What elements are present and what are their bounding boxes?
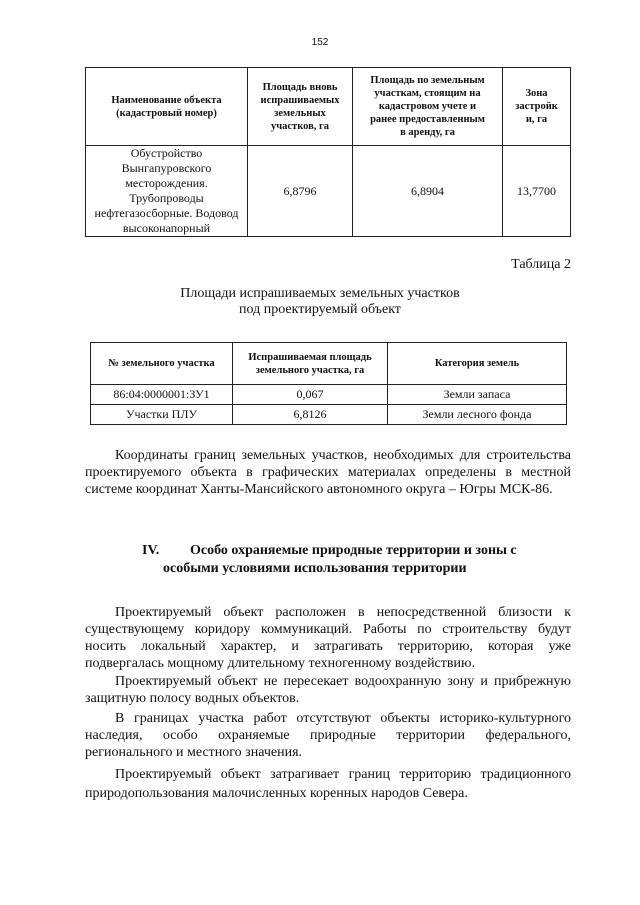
plot-category-cell: Земли лесного фонда bbox=[388, 405, 567, 425]
plot-category-cell: Земли запаса bbox=[388, 385, 567, 405]
plot-area-cell: 6,8126 bbox=[233, 405, 388, 425]
requested-plots-table bbox=[90, 342, 567, 425]
header-zone: Зона застройк и, га bbox=[503, 68, 571, 146]
section-title-line1: Особо охраняемые природные территории и зоны с bbox=[190, 543, 517, 558]
plot-id-cell: Участки ПЛУ bbox=[91, 405, 233, 425]
header-object-name: Наименование объекта (кадастровый номер) bbox=[86, 68, 248, 146]
object-name-cell: Обустройство Вынгапуровского месторождения. Трубопроводы нефтегазосборные. Водовод высоконапорный bbox=[86, 146, 248, 237]
paragraph: Проектируемый объект расположен в непосредственной близости к существующему коридору коммуникаций. Работы по строительству будут носить локальный характер, и затрагивать территорию, которая уже подвергалась мощному длительному техногенному воздействию. bbox=[85, 605, 571, 671]
header-registered-area: Площадь по земельным участкам, стоящим на кадастровом учете и ранее предоставленным в аренду, га bbox=[353, 68, 503, 146]
header-land-category: Категория земель bbox=[388, 343, 567, 385]
paragraph-coordinates: Координаты границ земельных участков, необходимых для строительства проектируемого объекта в графических материалах определены в местной системе координат Ханты-Мансийского автономного округа – Югры МСК-86. bbox=[85, 448, 571, 497]
section-title-line2: особыми условиями использования территории bbox=[163, 561, 467, 576]
paragraph: В границах участка работ отсутствуют объекты историко-культурного наследия, особо охраняемые природные территории федерального, регионального и местного значения. bbox=[85, 711, 571, 760]
land-area-table bbox=[85, 67, 571, 237]
header-plot-number: № земельного участка bbox=[91, 343, 233, 385]
registered-area-cell: 6,8904 bbox=[353, 146, 503, 237]
page-number: 152 bbox=[311, 37, 329, 48]
section-number: IV. bbox=[142, 543, 160, 558]
paragraph: Проектируемый объект затрагивает границ территорию традиционного природопользования малочисленных коренных народов Севера. bbox=[85, 767, 571, 801]
table-row bbox=[91, 405, 567, 425]
table-row bbox=[91, 385, 567, 405]
header-new-area: Площадь вновь испрашиваемых земельных участков, га bbox=[248, 68, 353, 146]
zone-cell: 13,7700 bbox=[503, 146, 571, 237]
paragraph: Проектируемый объект не пересекает водоохранную зону и прибрежную защитную полосу водных объектов. bbox=[85, 674, 571, 706]
plot-area-cell: 0,067 bbox=[233, 385, 388, 405]
header-requested-area: Испрашиваемая площадь земельного участка, га bbox=[233, 343, 388, 385]
table-title: Площади испрашиваемых земельных участков под проектируемый объект bbox=[180, 286, 460, 317]
plot-id-cell: 86:04:0000001:ЗУ1 bbox=[91, 385, 233, 405]
new-area-cell: 6,8796 bbox=[248, 146, 353, 237]
table-caption: Таблица 2 bbox=[511, 257, 571, 272]
table-row bbox=[86, 146, 571, 237]
